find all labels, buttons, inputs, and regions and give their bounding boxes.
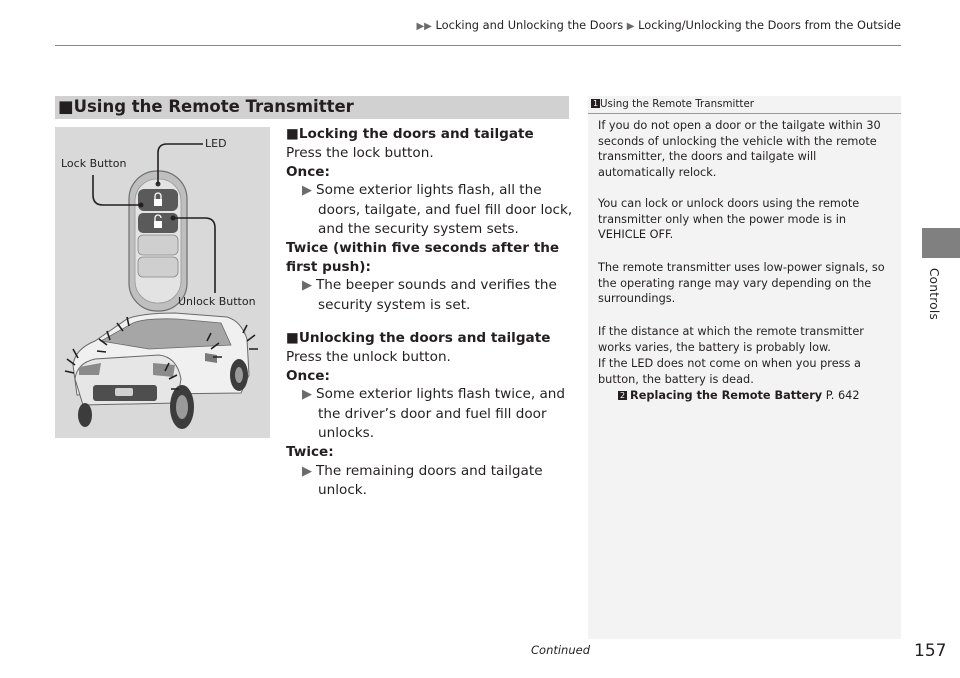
unlock-heading: ■Unlocking the doors and tailgate — [286, 330, 551, 346]
section-heading — [55, 96, 569, 119]
cross-reference-icon: 2 — [619, 391, 626, 400]
lock-once-result: ▶ Some exterior lights flash, all the doors, tailgate, and fuel fill door lock, and the security system sets. — [302, 182, 573, 237]
header-divider — [55, 45, 901, 46]
note-reference[interactable] — [618, 388, 888, 404]
note-paragraph: The remote transmitter uses low-power signals, so the operating range may vary depending on the surroundings. — [598, 261, 885, 306]
unlock-twice-label: Twice: — [286, 443, 334, 460]
continued-label: Continued — [531, 643, 591, 657]
result-arrow-icon: ▶ — [302, 387, 312, 403]
lock-heading: ■Locking the doors and tailgate — [286, 126, 534, 142]
side-tab-text: Controls — [927, 268, 941, 321]
led-label: LED — [205, 137, 227, 150]
lock-section — [286, 125, 576, 315]
note-paragraph: If you do not open a door or the tailgate within 30 seconds of unlocking the vehicle with the remote transmitter, the doors and tailgate will automatically relock. — [598, 119, 881, 179]
note-divider — [588, 113, 901, 114]
unlock-instruction: Press the unlock button. — [286, 348, 451, 365]
section-title: ■Using the Remote Transmitter — [58, 97, 354, 116]
result-arrow-icon: ▶ — [302, 463, 312, 479]
result-arrow-icon: ▶ — [302, 183, 312, 199]
lock-once-label: Once: — [286, 163, 330, 180]
note-paragraph: If the distance at which the remote transmitter works varies, the battery is probably low. — [598, 325, 864, 354]
lock-twice-label: Twice (within five seconds after the first push): — [286, 239, 560, 275]
car-icon — [73, 313, 249, 429]
side-tab-label[interactable] — [927, 268, 943, 332]
note-paragraph: If the LED does not come on when you press a button, the battery is dead. — [598, 357, 861, 386]
breadcrumb-item-outside[interactable]: Locking/Unlocking the Doors from the Outside — [638, 18, 901, 32]
double-arrow-icon: ▶▶ — [416, 21, 432, 32]
note-panel — [588, 96, 901, 639]
reference-page: P. 642 — [825, 389, 860, 402]
unlock-twice-result: ▶ The remaining doors and tailgate unlock. — [302, 462, 543, 499]
unlock-once-label: Once: — [286, 367, 330, 384]
result-arrow-icon: ▶ — [302, 278, 312, 294]
unlock-section — [286, 329, 576, 500]
key-fob-icon — [129, 171, 187, 311]
breadcrumb — [414, 18, 901, 32]
side-tab-marker — [922, 228, 960, 258]
note-marker-icon: 1 — [592, 99, 599, 108]
remote-and-car-illustration — [55, 127, 270, 438]
note-paragraph: You can lock or unlock doors using the remote transmitter only when the power mode is in VEHICLE OFF. — [598, 197, 860, 242]
page-number: 157 — [914, 641, 947, 661]
lock-button-label: Lock Button — [61, 157, 127, 170]
arrow-icon: ▶ — [626, 21, 635, 32]
note-title: 1 Using the Remote Transmitter — [592, 98, 755, 110]
breadcrumb-item-locking[interactable]: Locking and Unlocking the Doors — [435, 18, 624, 32]
unlock-button-label: Unlock Button — [178, 295, 256, 308]
reference-link[interactable]: Replacing the Remote Battery — [630, 389, 823, 402]
lock-twice-result: ▶ The beeper sounds and verifies the security system is set. — [302, 277, 557, 314]
illustration-svg — [55, 127, 270, 438]
unlock-once-result: ▶ Some exterior lights flash twice, and the driver’s door and fuel fill door unlocks. — [302, 386, 566, 441]
lock-instruction: Press the lock button. — [286, 144, 434, 161]
